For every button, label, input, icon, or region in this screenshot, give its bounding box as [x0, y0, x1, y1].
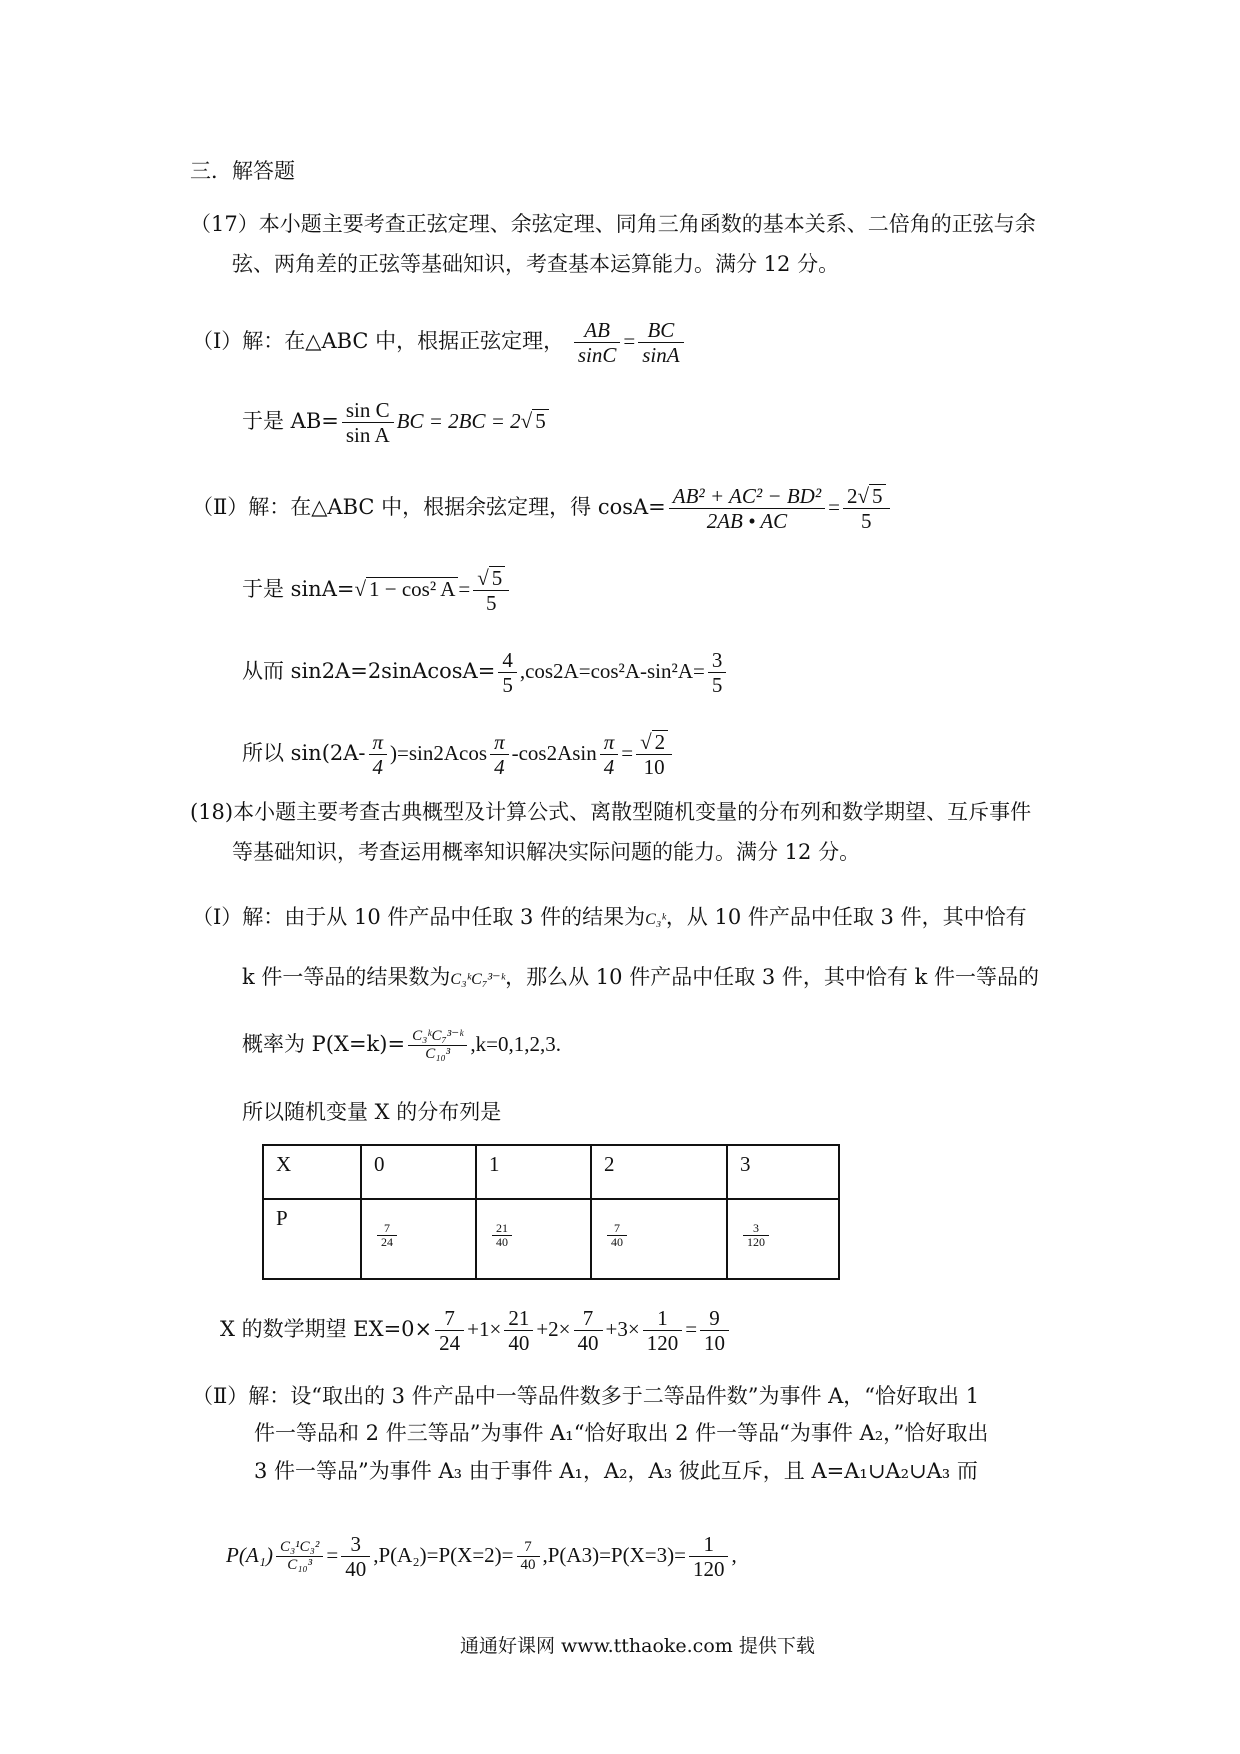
q18-part2-line1: （Ⅱ）解：设“取出的 3 件产品中一等品件数多于二等品件数”为事件 A，“恰好取出 1 [192, 1384, 980, 1408]
frac-num: sin C [342, 398, 394, 423]
q17-part1: （Ⅰ）解：在△ABC 中，根据正弦定理， $\frac{AB}{\sin C}$ = $\frac{BC}{\sin A}$ [192, 318, 687, 367]
frac-num: 3 [743, 1222, 769, 1236]
text: )=sin2Acos [390, 741, 488, 765]
frac-den: 10 [704, 1331, 726, 1355]
table-cell [591, 1199, 727, 1279]
frac-den: 24 [381, 1235, 393, 1249]
q17-intro-line1: （17）本小题主要考查正弦定理、余弦定理、同角三角函数的基本关系、二倍角的正弦与余 [190, 212, 1036, 236]
text: （Ⅰ）解：由于从 10 件产品中任取 3 件的结果为 [192, 905, 646, 929]
text: X 的数学期望 EX=0× [220, 1317, 433, 1341]
equation: BC = 2BC = 2 [396, 409, 521, 433]
q18-intro-line1: (18)本小题主要考查古典概型及计算公式、离散型随机变量的分布列和数学期望、互斥事件 [190, 800, 1032, 824]
table-cell: 2 [591, 1145, 727, 1199]
final-result-frac: $\frac{√ 2}{10}$ [636, 730, 672, 779]
footer: 通通好课网 www.tthaoke.com 提供下载 [460, 1635, 815, 1657]
section-title: 三．解答题 [190, 159, 295, 183]
operator: +1× [467, 1317, 502, 1341]
text: 从而 sin2A=2sinAcosA= [242, 659, 496, 683]
text: 于是 AB= [242, 409, 339, 433]
text: -cos2Asin [511, 741, 597, 765]
frac-den: 40 [496, 1235, 508, 1249]
operator: +3× [605, 1317, 640, 1341]
table-cell: X [263, 1145, 361, 1199]
distribution-table [262, 1144, 840, 1280]
table-cell: 1 [476, 1145, 591, 1199]
pa3-frac [689, 1532, 729, 1581]
text: ，那么从 10 件产品中任取 3 件，其中恰有 k 件一等品的 [505, 965, 1039, 989]
text: ，从 10 件产品中任取 3 件，其中恰有 [665, 905, 1027, 929]
frac-num: 9 [700, 1306, 729, 1331]
radicand: 5 [869, 484, 886, 507]
radicand: 1 − cos² A [366, 577, 458, 600]
frac-num: AB [574, 318, 621, 343]
dist-intro: 所以随机变量 X 的分布列是 [242, 1100, 502, 1124]
frac-den: 4 [603, 755, 615, 779]
table-cell [361, 1199, 476, 1279]
expectation [220, 1306, 732, 1355]
q18-part1-line3 [242, 1028, 561, 1063]
combination: C₃ᵏC₇³⁻ᵏ [450, 971, 506, 988]
table-cell [476, 1199, 591, 1279]
pa2-frac [517, 1539, 540, 1574]
frac-num: AB² + AC² − BD² [669, 484, 825, 509]
frac-num: 7 [607, 1222, 627, 1236]
frac-num: 7 [574, 1306, 603, 1331]
frac-num: BC [638, 318, 683, 343]
ex-frac [504, 1306, 533, 1355]
prob-frac [607, 1222, 627, 1249]
pi-over-4 [490, 730, 509, 779]
frac-den: C₁₀³ [425, 1046, 451, 1062]
frac-den: 120 [692, 1557, 725, 1581]
text: , [731, 1543, 737, 1567]
frac-den: 40 [508, 1331, 530, 1355]
table-cell: 3 [727, 1145, 839, 1199]
ex-frac [435, 1306, 464, 1355]
frac-den: 4 [494, 755, 505, 779]
equals: = [828, 495, 840, 519]
pi-over-4 [369, 730, 388, 779]
frac-den: 10 [643, 755, 665, 779]
prob-frac [743, 1222, 769, 1249]
coef: 2 [846, 484, 858, 508]
q18-intro-line2: 等基础知识，考查运用概率知识解决实际问题的能力。满分 12 分。 [232, 840, 861, 864]
sin-ratio-frac [342, 398, 394, 447]
frac-num: 3 [708, 648, 727, 673]
equals: = [326, 1543, 339, 1567]
ex-frac [574, 1306, 603, 1355]
text: ,P(A₂)=P(X=2)= [373, 1543, 514, 1567]
text: ,k=0,1,2,3. [470, 1032, 561, 1056]
text: k 件一等品的结果数为 [242, 965, 451, 989]
frac-num: 3 [341, 1532, 370, 1557]
equals: = [458, 577, 471, 601]
combination: C₃ᵏ [645, 911, 666, 928]
frac-num: π [369, 730, 388, 755]
q17-part2-sin: 于是 sinA=√ 1 − cos² A = $\frac{√ 5}{5}$ [242, 566, 512, 615]
q18-part2-line3: 3 件一等品”为事件 A₃ 由于事件 A₁，A₂，A₃ 彼此互斥，且 A=A₁∪A₂∪A₃ 而 [254, 1459, 978, 1483]
q17-part2-double-angle [242, 648, 729, 697]
radicand: 5 [532, 409, 549, 432]
frac-den: 40 [520, 1557, 536, 1573]
table-cell: 0 [361, 1145, 476, 1199]
pa1-frac [276, 1539, 323, 1574]
frac-num: C₃¹C₃² [276, 1539, 323, 1557]
prob-frac [377, 1222, 397, 1249]
radicand: 5 [489, 566, 506, 589]
ex-frac [643, 1306, 683, 1355]
frac-den: 2AB • AC [706, 509, 788, 533]
frac-3-5 [708, 648, 727, 697]
frac-den: 120 [646, 1331, 679, 1355]
cos-law-frac [669, 484, 825, 533]
table-cell [727, 1199, 839, 1279]
frac-num: 7 [435, 1306, 464, 1331]
frac-den: 40 [577, 1331, 599, 1355]
frac-num: 7 [377, 1222, 397, 1236]
sin-result-frac: $\frac{√ 5}{5}$ [473, 566, 509, 615]
frac-den: 5 [502, 673, 513, 697]
frac-num: 21 [492, 1222, 512, 1236]
q18-part2-line2: 件一等品和 2 件三等品”为事件 A₁“恰好取出 2 件一等品“为事件 A₂，”恰好取出 [254, 1421, 989, 1445]
text: ,cos2A=cos²A-sin²A= [519, 659, 705, 683]
text: 所以 sin(2A- [242, 741, 366, 765]
q18-part1-line2 [242, 963, 1039, 994]
q17-intro-line2: 弦、两角差的正弦等基础知识，考查基本运算能力。满分 12 分。 [232, 252, 840, 276]
frac-num: 21 [504, 1306, 533, 1331]
frac-num: π [490, 730, 509, 755]
pa1-value-frac [341, 1532, 370, 1581]
frac-den: 4 [372, 755, 384, 779]
q17-part1-frac2 [638, 318, 683, 367]
q17-part2-final [242, 730, 675, 779]
table-cell: P [263, 1199, 361, 1279]
frac-den: 5 [711, 673, 723, 697]
frac-num: 1 [643, 1306, 683, 1331]
frac-den: 5 [486, 591, 497, 615]
frac-den: 24 [439, 1331, 461, 1355]
frac-4-5 [498, 648, 517, 697]
frac-den: 40 [345, 1557, 367, 1581]
frac-num: π [600, 730, 619, 755]
frac-den: sinC [577, 343, 617, 367]
q17-part1-text: （Ⅰ）解：在△ABC 中，根据正弦定理， [192, 329, 565, 353]
frac-den: sin A [345, 423, 390, 447]
frac-num: 7 [517, 1539, 540, 1557]
frac-den: 5 [860, 509, 872, 533]
frac-den: sinA [642, 343, 680, 367]
frac-num: 1 [689, 1532, 729, 1557]
cos-result-frac: $\frac{2√ 5}{5}$ [843, 484, 890, 533]
prob-frac [408, 1028, 467, 1063]
frac-num: 4 [498, 648, 517, 673]
frac-den: 120 [747, 1235, 765, 1249]
q17-part1-frac1 [574, 318, 621, 367]
q18-part2-probs [226, 1532, 737, 1581]
table-row [263, 1145, 839, 1199]
table-row [263, 1199, 839, 1279]
text: ,P(A3)=P(X=3)= [542, 1543, 686, 1567]
ex-result-frac [700, 1306, 729, 1355]
equals: = [621, 741, 634, 765]
q18-part1-line1 [192, 903, 1027, 934]
operator: +2× [536, 1317, 571, 1341]
operator: = [685, 1317, 698, 1341]
pi-over-4 [600, 730, 619, 779]
q17-part1-result: 于是 AB= $\frac{\text{sin C}}{\text{sin A}}$ BC = 2BC = 2√ 5 [242, 398, 549, 447]
radicand: 2 [652, 730, 669, 753]
prob-frac [492, 1222, 512, 1249]
text: P(A₁) [226, 1543, 273, 1567]
frac-den: C₁₀³ [287, 1557, 313, 1573]
text: 于是 sinA= [242, 577, 355, 601]
q17-part2 [192, 484, 893, 533]
frac-den: 40 [611, 1235, 623, 1249]
text: 概率为 P(X=k)= [242, 1032, 406, 1056]
frac-num: C₃ᵏC₇³⁻ᵏ [408, 1028, 467, 1046]
text: （Ⅱ）解：在△ABC 中，根据余弦定理，得 cosA= [192, 495, 666, 519]
